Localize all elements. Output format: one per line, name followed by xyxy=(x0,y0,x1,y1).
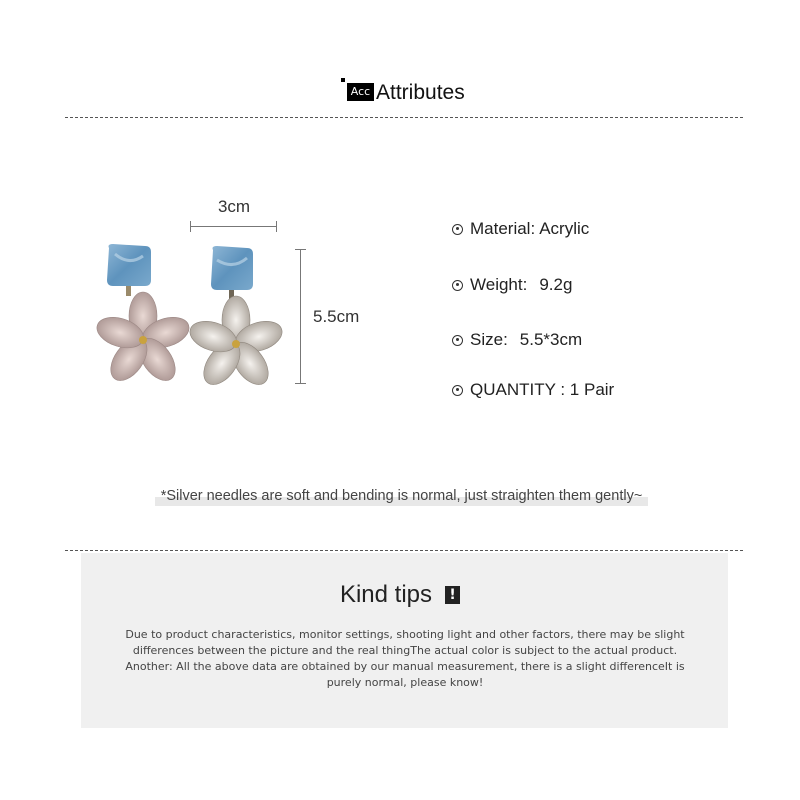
exclamation-icon: ! xyxy=(445,586,460,604)
width-line xyxy=(190,226,276,227)
section-title: Attributes xyxy=(376,81,465,104)
attribute-value: 9.2g xyxy=(539,275,573,294)
header-badge: Acc xyxy=(347,83,374,101)
earrings-image xyxy=(95,240,290,390)
attribute-size xyxy=(452,330,582,350)
right-earring xyxy=(186,246,286,390)
bullet-icon xyxy=(452,335,463,346)
height-label: 5.5cm xyxy=(313,307,360,326)
tips-body: Due to product characteristics, monitor settings, shooting light and other factors, there may be slight differences between the picture and the real thingThe actual color is subject to the actual product. Another: All the above data are obtained by our manual measurement, there is a slight differenceIt is purely normal, please know! xyxy=(125,628,685,689)
attribute-weight xyxy=(452,275,572,295)
height-cap-top xyxy=(295,249,306,250)
attribute-quantity xyxy=(452,380,614,400)
attribute-value: Acrylic xyxy=(539,219,590,238)
tips-heading xyxy=(0,581,800,609)
attribute-material xyxy=(452,219,589,239)
attribute-value: 5.5*3cm xyxy=(519,330,583,349)
width-cap-left xyxy=(190,221,191,232)
width-cap-right xyxy=(276,221,277,232)
left-earring xyxy=(95,244,193,387)
width-label: 3cm xyxy=(217,197,251,216)
attribute-label: Weight: xyxy=(470,275,528,294)
bullet-icon xyxy=(452,224,463,235)
attribute-label: Material: xyxy=(470,219,536,238)
attribute-label: QUANTITY : 1 Pair xyxy=(470,380,615,399)
bullet-icon xyxy=(452,280,463,291)
height-cap-bottom xyxy=(295,383,306,384)
divider-top xyxy=(65,117,743,118)
bullet-icon xyxy=(452,385,463,396)
divider-bottom xyxy=(65,550,743,551)
attribute-label: Size: xyxy=(470,330,508,349)
care-note: *Silver needles are soft and bending is normal, just straighten them gently~ xyxy=(155,486,648,506)
height-line xyxy=(300,249,301,383)
tips-title: Kind tips xyxy=(339,581,433,608)
header-dot xyxy=(341,78,345,82)
